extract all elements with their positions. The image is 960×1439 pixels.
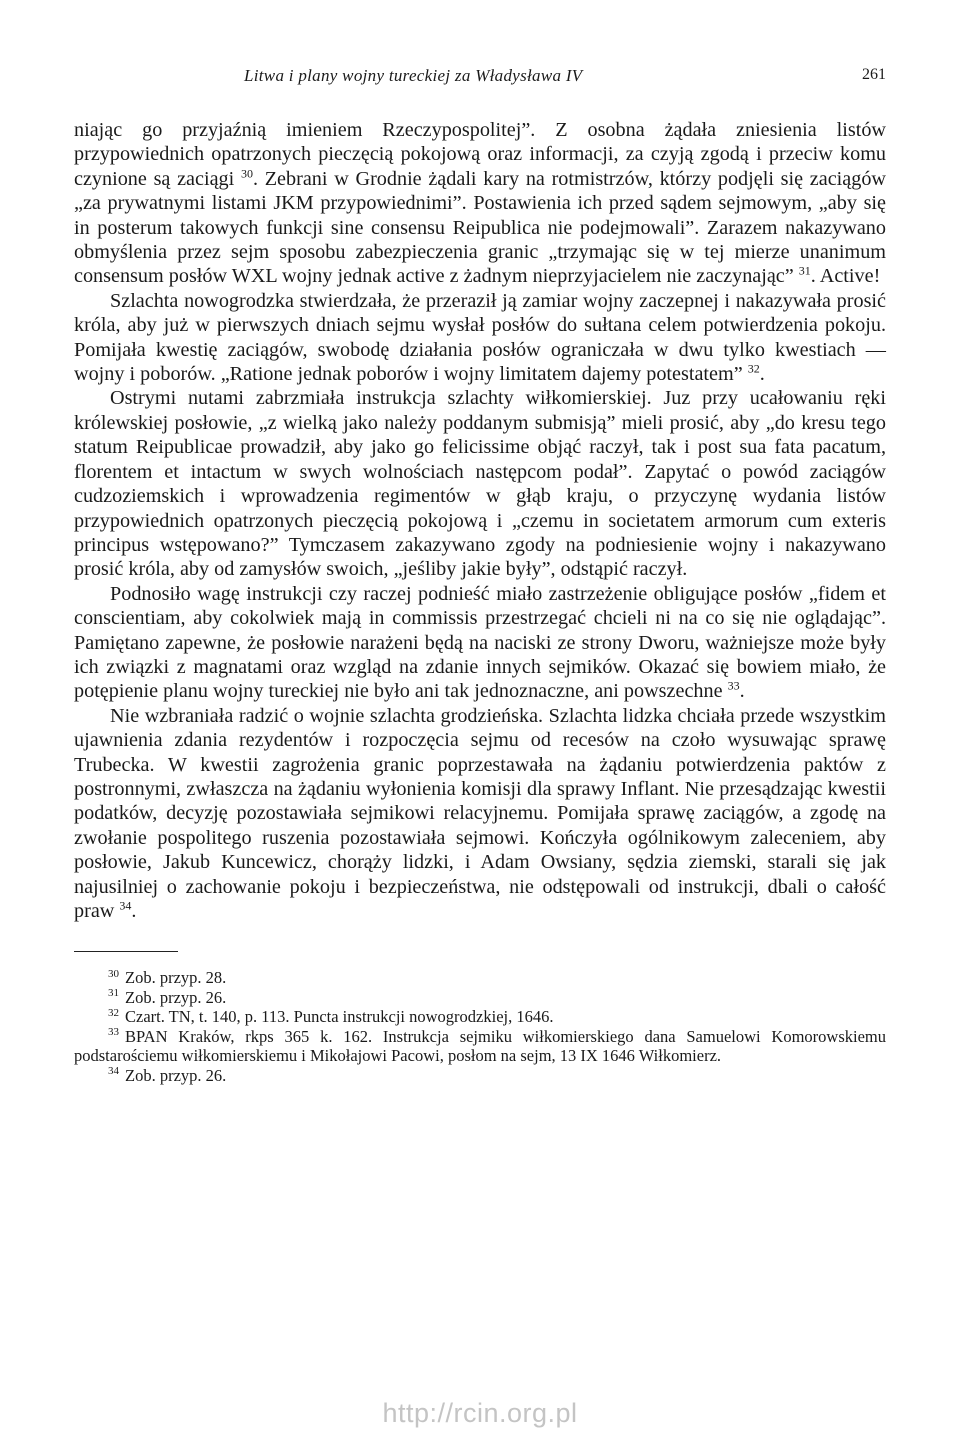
footnote-number: 34 bbox=[108, 1065, 119, 1078]
footnote bbox=[74, 968, 886, 988]
body-paragraph bbox=[74, 118, 886, 289]
footnotes bbox=[74, 968, 886, 1085]
footnote bbox=[74, 1027, 886, 1066]
paragraph-text: . Active! bbox=[810, 265, 881, 288]
paragraph-text: . bbox=[739, 680, 745, 703]
book-page bbox=[74, 56, 886, 1085]
footnote-reference[interactable]: 33 bbox=[727, 678, 740, 693]
page-number: 261 bbox=[862, 66, 886, 83]
body-paragraph bbox=[74, 704, 886, 924]
paragraph-text: Szlachta nowogrodzka stwierdzała, że przeraził ją zamiar wojny zaczepnej i nakazywała prosić króla, aby już w pierwszych dniach sejmu wysłał posłów do sułtana celem potwierdzenia pokoju. Pomijała kwestię zaciągów, swobodę działania posłów ograniczała w dwu tylko kwestiach — wojny i poborów. „Ratione jednak poborów i wojny limitatem dajemy potestatem” bbox=[74, 289, 886, 386]
body-text bbox=[74, 118, 886, 923]
paragraph-text: Ostrymi nutami zabrzmiała instrukcja szlachty wiłkomierskiej. Juz przy ucałowaniu ręki królewskiej posłowie, „z wielką jako należy poddanym submisją” mieli prosić, aby „do kresu tego statum Reipublicae prowadził, aby jako go felicissime objąć raczył, tak i post sua fata pacatum, florentem et intactum w swych wolnościach następcom podał”. Zapytać o powód zaciągów cudzoziemskich i wprowadzenia regimentów w głąb kraju, o przyczynę wydania listów przypowiednich opatrzonych pieczęcią pokojową i „czemu in societatem armorum cum exteris principus wstępowano?” Tymczasem zakazywano zgody na podniesienie wojny i nakazywano prosić króla, aby od zamysłów swoich, „jeśliby jakie były”, odstąpić raczył. bbox=[74, 387, 886, 581]
footnote-reference[interactable]: 34 bbox=[119, 898, 132, 913]
footnote-text: Czart. TN, t. 140, p. 113. Puncta instrukcji nowogrodzkiej, 1646. bbox=[125, 1007, 554, 1027]
footnote-text: Zob. przyp. 26. bbox=[125, 987, 227, 1007]
footnote-text: Zob. przyp. 28. bbox=[125, 968, 227, 988]
footnote-reference[interactable]: 31 bbox=[798, 263, 811, 278]
paragraph-text: . bbox=[131, 900, 137, 922]
footnote-reference[interactable]: 30 bbox=[240, 166, 253, 181]
paragraph-text: . Zebrani w Grodnie żądali kary na rotmistrzów, którzy podjęli się zaciągów „za prywatnymi listami JKM przypowiednimi”. Postawienia ich przed sądem sejmowym, „aby się in posterum takowych funkcji sine consensu Reipublica nie podejmowali”. Zarazem nakazywano obmyślenia przez sejm sposobu zabezpieczenia granic „trzymając się w tej mierze unanimum consensum posłów WXL wojny jednak active z żadnym nieprzyjacielem nie zaczynając” bbox=[74, 167, 886, 288]
footnote-number: 32 bbox=[108, 1006, 119, 1019]
footnote-number: 31 bbox=[108, 987, 119, 1000]
footnote-reference[interactable]: 32 bbox=[747, 361, 760, 376]
paragraph-text: Podnosiło wagę instrukcji czy raczej podnieść miało zastrzeżenie obligujące posłów „fidem et conscientiam, aby cokolwiek mają in commissis przestrzegać chcieli ni na co się nie oglądając”. Pamiętano zapewne, że posłowie narażeni będą na naciski ze strony Dworu, ważniejsze może były ich związki z magnatami oraz wzgląd na zdanie innych sejmików. Okazać się bowiem miało, że potępienie planu wojny tureckiej nie było ani tak jednoznaczne, ani powszechne bbox=[74, 582, 886, 703]
footnote bbox=[74, 1066, 886, 1086]
running-title: Litwa i plany wojny tureckiej za Władysława IV bbox=[244, 66, 583, 85]
footnote-number: 33 bbox=[108, 1026, 119, 1039]
body-paragraph bbox=[74, 386, 886, 581]
footnote-text: Zob. przyp. 26. bbox=[125, 1065, 227, 1085]
paragraph-text: Nie wzbraniała radzić o wojnie szlachta grodzieńska. Szlachta lidzka chciała przede wszystkim ujawnienia zdania rezydentów i rozpoczęcia sejmu od recesów na czoło wysuwając sprawę Trubecka. W kwestii zagrożenia granic poprzestawała na żądaniu potwierdzenia paktów z postronnymi, zwłaszcza na żądaniu wyłonienia komisji dla sprawy Inflant. Nie przesądzając kwestii podatków, decyzję pozostawiała sejmikowi relacyjnemu. Pomijała sprawę zaciągów, a zgodę na zwołanie pospolitego ruszenia pozostawiała sejmowi. Kończyła ogólnikowym zaleceniem, aby posłowie, Jakub Kuncewicz, chorąży lidzki, i Adam Owsiany, sędzia ziemski, starali się jak najusilniej o zachowanie pokoju i bezpieczeństwa, nie odstępowali od instrukcji, dbali o całość praw bbox=[74, 704, 886, 922]
footnote-number: 30 bbox=[108, 967, 119, 980]
footnote bbox=[74, 988, 886, 1008]
source-watermark: http://rcin.org.pl bbox=[382, 1398, 578, 1428]
footnote-text: BPAN Kraków, rkps 365 k. 162. Instrukcja sejmiku wiłkomierskiego dana Samuelowi Komorowskiemu podstarościemu wiłkomierskiemu i Mikołajowi Pacowi, posłom na sejm, 13 IX 1646 Wiłkomierz. bbox=[74, 1026, 886, 1066]
body-paragraph bbox=[74, 582, 886, 704]
paragraph-text: . bbox=[759, 363, 765, 386]
footnote bbox=[74, 1007, 886, 1027]
paragraph-text: niając go przyjaźnią imieniem Rzeczypospolitej”. Z osobna żądała zniesienia listów przypowiednich opatrzonych pieczęcią pokojową oraz informacji, za czyją zgodą i przeciw komu czynione są zaciągi bbox=[74, 119, 886, 190]
body-paragraph bbox=[74, 289, 886, 387]
footnote-divider bbox=[74, 951, 178, 952]
page-header bbox=[74, 56, 886, 96]
